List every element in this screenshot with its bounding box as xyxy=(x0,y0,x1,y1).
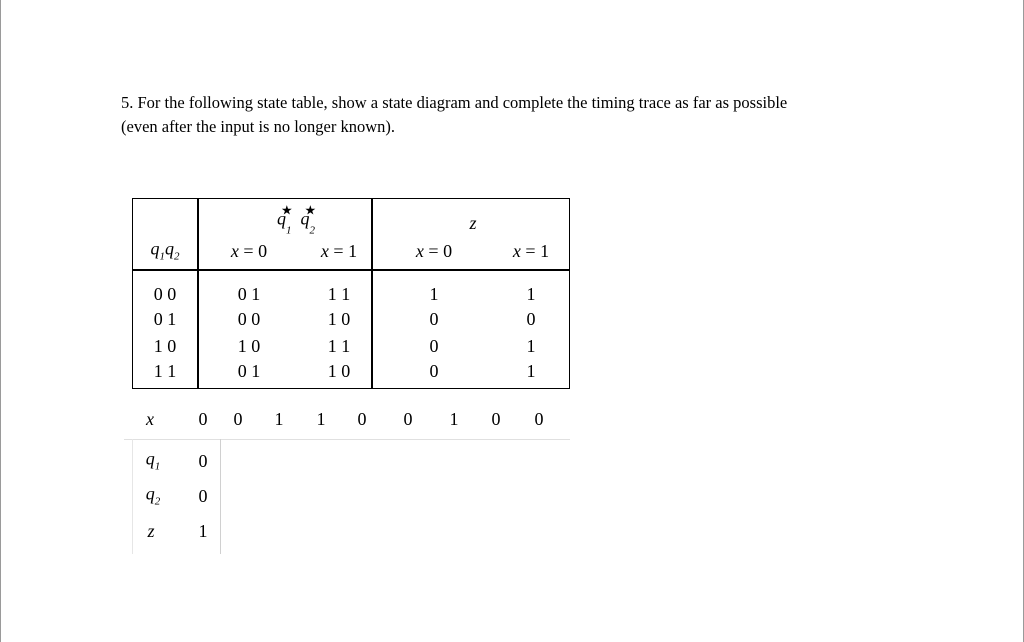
col-header-next-x1: x = 1 xyxy=(320,241,358,261)
trace-z-value: 1 xyxy=(198,521,208,541)
divider-header xyxy=(133,269,569,271)
z-x1-cell: 0 xyxy=(526,309,536,329)
state-table xyxy=(132,198,570,389)
trace-divider-horizontal xyxy=(124,439,570,440)
trace-x-value: 0 xyxy=(491,409,501,429)
state-header: $q_1q_2$ xyxy=(150,238,180,263)
output-header: z xyxy=(469,213,477,233)
divider-state-col xyxy=(197,199,199,388)
trace-q2-value: 0 xyxy=(198,486,208,506)
col-header-next-x0: x = 0 xyxy=(230,241,268,261)
col-header-z-x1: x = 1 xyxy=(512,241,550,261)
state-cell: 1 1 xyxy=(153,361,177,381)
next-state-header: q ★ $_1$ q ★ $_2$ xyxy=(277,202,317,237)
next-x0-cell: 1 0 xyxy=(237,336,261,356)
col-header-z-x0: x = 0 xyxy=(415,241,453,261)
trace-x-value: 1 xyxy=(449,409,459,429)
next-x1-cell: 1 0 xyxy=(327,309,351,329)
z-x0-cell: 0 xyxy=(429,361,439,381)
next-x1-cell: 1 0 xyxy=(327,361,351,381)
trace-x-value: 1 xyxy=(316,409,326,429)
trace-x-value: 0 xyxy=(198,409,208,429)
trace-x-value: 0 xyxy=(403,409,413,429)
trace-x-value: 0 xyxy=(233,409,243,429)
z-x0-cell: 0 xyxy=(429,309,439,329)
next-x0-cell: 0 1 xyxy=(237,284,261,304)
next-x0-cell: 0 0 xyxy=(237,309,261,329)
trace-divider-vertical xyxy=(220,439,221,554)
trace-label-q1: $q_1$ xyxy=(145,448,161,473)
problem-line-2: (even after the input is no longer known). xyxy=(121,117,396,136)
z-x0-cell: 0 xyxy=(429,336,439,356)
state-cell: 0 0 xyxy=(153,284,177,304)
z-x0-cell: 1 xyxy=(429,284,439,304)
page-border-left xyxy=(0,0,1,642)
trace-label-q2: $q_2$ xyxy=(145,483,161,508)
trace-x-value: 0 xyxy=(357,409,367,429)
trace-label-z: z xyxy=(147,521,155,541)
trace-x-value: 0 xyxy=(534,409,544,429)
z-x1-cell: 1 xyxy=(526,336,536,356)
trace-label-x: x xyxy=(146,409,154,429)
next-x0-cell: 0 1 xyxy=(237,361,261,381)
next-x1-cell: 1 1 xyxy=(327,336,351,356)
next-x1-cell: 1 1 xyxy=(327,284,351,304)
problem-statement xyxy=(121,91,881,139)
state-cell: 1 0 xyxy=(153,336,177,356)
trace-x-value: 1 xyxy=(274,409,284,429)
state-cell: 0 1 xyxy=(153,309,177,329)
problem-line-1: 5. For the following state table, show a state diagram and complete the timing trace as far as possible xyxy=(121,93,788,112)
z-x1-cell: 1 xyxy=(526,361,536,381)
trace-q1-value: 0 xyxy=(198,451,208,471)
trace-divider-left xyxy=(132,439,133,554)
divider-output-col xyxy=(371,199,373,388)
z-x1-cell: 1 xyxy=(526,284,536,304)
